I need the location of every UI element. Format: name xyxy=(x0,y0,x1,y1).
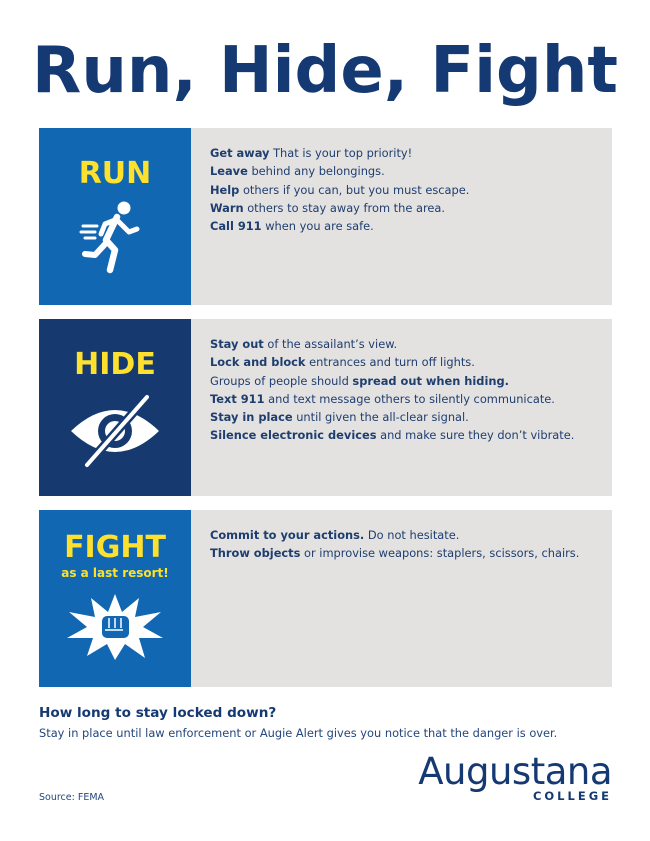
run-instructions xyxy=(191,128,612,305)
run-color-block xyxy=(39,128,191,305)
run-line: Leave behind any belongings. xyxy=(210,164,385,179)
eye-slash-icon xyxy=(67,393,163,473)
fist-burst-icon xyxy=(65,592,165,666)
hide-line: Groups of people should spread out when hiding. xyxy=(210,373,509,388)
run-panel xyxy=(39,128,612,305)
run-line: Get away That is your top priority! xyxy=(210,146,413,160)
hide-line: Stay in place until given the all-clear signal. xyxy=(210,410,469,425)
running-person-icon xyxy=(79,200,149,284)
hide-line: Stay out of the assailant’s view. xyxy=(210,337,398,351)
run-line: Help others if you can, but you must escape. xyxy=(210,182,470,197)
hide-line: Silence electronic devices and make sure they don’t vibrate. xyxy=(210,428,575,443)
fight-label: FIGHT xyxy=(64,530,166,565)
fight-line: Commit to your actions. Do not hesitate. xyxy=(210,528,460,542)
hide-line: Text 911 and text message others to silently communicate. xyxy=(210,391,555,406)
hide-color-block xyxy=(39,319,191,496)
lockdown-question: How long to stay locked down? xyxy=(39,705,277,721)
page-title: Run, Hide, Fight xyxy=(32,34,618,108)
hide-panel xyxy=(39,319,612,496)
run-label: RUN xyxy=(78,156,152,191)
logo-name: Augustana xyxy=(418,750,612,793)
fight-instructions xyxy=(191,510,612,687)
run-line: Call 911 when you are safe. xyxy=(210,219,374,234)
run-line: Warn others to stay away from the area. xyxy=(210,200,445,215)
fight-line: Throw objects or improvise weapons: staplers, scissors, chairs. xyxy=(210,546,580,561)
augustana-logo xyxy=(414,752,612,803)
source-note: Source: FEMA xyxy=(39,792,105,803)
logo-sub: COLLEGE xyxy=(532,789,612,803)
hide-instructions xyxy=(191,319,612,496)
hide-line: Lock and block entrances and turn off lights. xyxy=(210,355,475,370)
fight-sublabel: as a last resort! xyxy=(61,566,169,580)
lockdown-answer: Stay in place until law enforcement or Augie Alert gives you notice that the danger is over. xyxy=(39,726,558,740)
hide-label: HIDE xyxy=(74,347,156,382)
fight-color-block xyxy=(39,510,191,687)
fight-panel xyxy=(39,510,612,687)
